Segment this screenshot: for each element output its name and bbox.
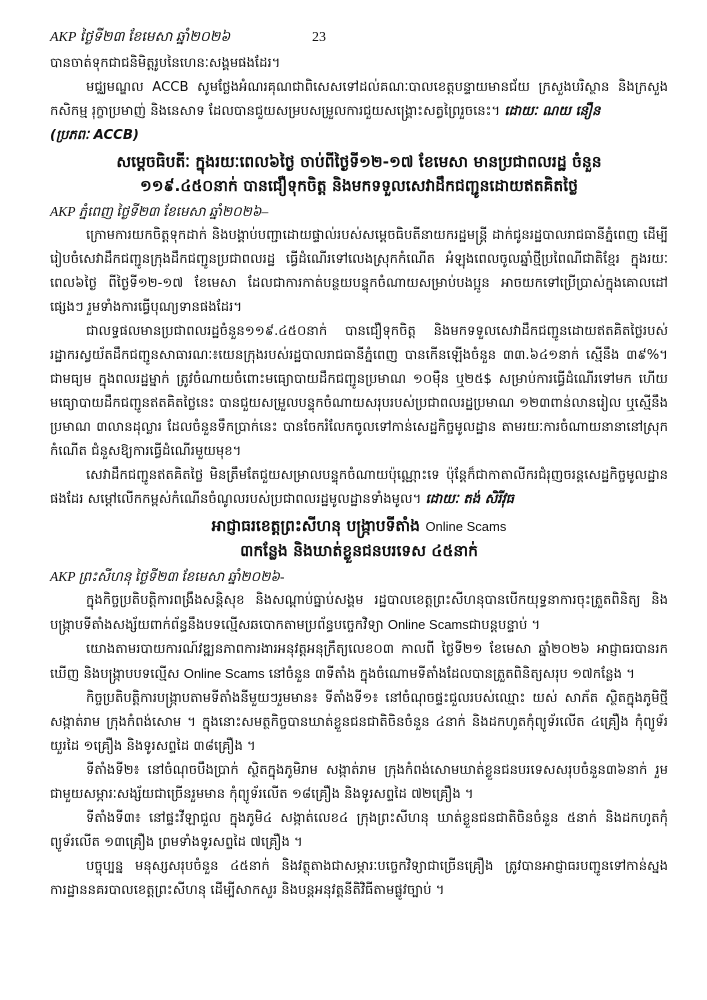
article1-paragraph: [50, 76, 668, 124]
article3-paragraph-1: [50, 589, 668, 638]
article3-headline: [50, 514, 668, 563]
article2-paragraph-2: ជាលទ្ធផលមានប្រជាពលរដ្ឋចំនួន១១៩.៤៥០នាក់ បានជឿទុកចិត្ត និងមកទទួលសេវាដឹកជញ្ជូនដោយឥតគិតថ្លៃរបស់រដ្ឋាករស្វយ័តដឹកជញ្ជូនសាធារណៈ៖យេនក្រុងរបស់រដ្ឋបាលរាជធានីភ្នំពេញ បានកើនឡើងចំនួន ៣៣.៦៤១នាក់ ស្មើនឹង ៣៩%។ ជាមធ្យម ក្នុងពលរដ្ឋម្នាក់ ត្រូវចំណាយចំពោះមធ្យោបាយដឹកជញ្ជូនប្រមាណ ១០ម៉ឺន ឬ២៥$ សម្រាប់ការធ្វើដំណើរទៅមក ហើយមធ្យោបាយដឹកជញ្ជូនឥតគិតថ្លៃនេះ បានជួយសម្រួលបន្ទុកចំណាយសរុបរបស់ប្រជាពលរដ្ឋប្រមាណ ១២៣ពាន់លានរៀល ឬស្មើនឹងប្រមាណ ៣លានដុល្លារ ដែលចំនួនទឹកប្រាក់នេះ បានចែករំលែកចូលទៅកាន់សេដ្ឋកិច្ចមូលដ្ឋាន តាមរយៈការចំណាយនានានៅស្រុកកំណើត ជំនួសឱ្យការធ្វើដំណើរមួយមុខ។: [50, 324, 668, 459]
article3-p1-text-b: ជាបន្តបន្ទាប់ ។: [468, 618, 541, 633]
article3-headline-line1-khmer: អាជ្ញាធរខេត្តព្រះសីហនុ បង្ក្រាបទីតាំង: [211, 517, 421, 535]
article2-paragraph-3: [50, 464, 668, 512]
article2-byline: ដោយៈ តង់ សិរីវុធ: [425, 492, 515, 507]
article3-p1-latin: Online Scams: [387, 617, 469, 632]
article2-headline-line1: សម្ដេចធិបតីៈ ក្នុងរយៈពេល៦ថ្ងៃ ចាប់ពីថ្ងៃទី១២-១៧ ខែមេសា មានប្រជាពលរដ្ឋ ចំនួន: [116, 153, 602, 171]
header-dateline: AKP ថ្ងៃទី២៣ ខែមេសា ឆ្នាំ២០២៦: [50, 30, 231, 45]
article2-dateline: AKP ភ្នំពេញ ថ្ងៃទី២៣ ខែមេសា ឆ្នាំ២០២៦–: [50, 204, 269, 219]
article3-paragraph-3: កិច្ចប្រតិបត្តិការបង្ក្រាបតាមទីតាំងនីមួយៗរួមមាន៖ ទីតាំងទី១៖ នៅចំណុចផ្ទះជួលរបស់ឈ្មោះ យស់ សាភ័ត ស្ថិតក្នុងភូមិថ្មី សង្កាត់រាម ក្រុងកំពង់សោម ។ ក្នុងនោះសមត្ថកិច្ចបានឃាត់ខ្លួនជនជាតិចិនចំនួន ៤នាក់ និងដកហូតកុំព្យូទ័រលើត ៤គ្រឿង កុំព្យូទ័រយួរដៃ ១គ្រឿង និងទូរសព្ទដៃ ៣៨គ្រឿង ។: [50, 691, 668, 754]
article1-paragraph-text: មជ្ឈមណ្ឌល ACCB សូមថ្លែងអំណរគុណជាពិសេសទៅដល់គណៈបាលខេត្តបន្ទាយមានជ័យ ក្រសួងបរិស្ថាន និងក្រសួងកសិកម្ម រុក្ខាប្រមាញ់ និងនេសាទ ដែលបានជួយសម្របសម្រួលការជួយសង្គ្រោះសត្វព្រៃរួចនេះ។: [50, 80, 668, 119]
article1-byline: ដោយៈ ណយ នឿន: [504, 104, 601, 119]
article3-paragraph-2: [50, 638, 668, 687]
article2-headline: [50, 150, 668, 198]
article3-p2-text-a: យោងតាមរបាយការណ៍វឌ្ឍនភាពការងារអនុវត្តអនុក្រឹត្យលេខ០៣ កាលពី ថ្ងៃទី២១ ខែមេសា ឆ្នាំ២០២៦ អាជ្ញាធរបានរកឃើញ និងបង្ក្រាបបទល្មើស: [50, 642, 668, 682]
article3-paragraph-6: បច្ចុប្បន្ន មនុស្សសរុបចំនួន ៤៥នាក់ និងវត្ថុតាងជាសម្ភារៈបច្ចេកវិទ្យាជាច្រើនគ្រឿង ត្រូវបានអាជ្ញាធរបញ្ជូនទៅកាន់ស្នងការដ្ឋាននគរបាលខេត្តព្រះសីហនុ ដើម្បីសាកសួរ និងបន្តអនុវត្តនីតិវិធីតាមផ្លូវច្បាប់ ។: [50, 859, 668, 898]
article3-headline-line2: ៣កន្លែង និងឃាត់ខ្លួនជនបរទេស ៤៥នាក់: [240, 542, 478, 560]
page-content: [50, 52, 668, 903]
article2-paragraph-3-text: សេវាដឹកជញ្ជូនឥតគិតថ្លៃ មិនត្រឹមតែជួយសម្រាលបន្ទុកចំណាយប៉ុណ្ណោះទេ ប៉ុន្តែក៏ជាកាតាលីករជំរុញចរន្តសេដ្ឋកិច្ចមូលដ្ឋានផងដែរ សម្ដៅលើកកម្ពស់កំណើនចំណូលរបស់ប្រជាពលរដ្ឋមូលដ្ឋានទាំងមូល។: [50, 468, 668, 507]
article3-headline-line1: [50, 514, 668, 539]
article1-source: (ប្រភពៈ ACCB): [50, 128, 139, 143]
article2-headline-line2: ១១៩.៤៥០នាក់ បានជឿទុកចិត្ត និងមកទទួលសេវាដឹកជញ្ជូនដោយឥតគិតថ្លៃ: [140, 177, 578, 195]
article3-headline-line1-latin: Online Scams: [425, 519, 507, 534]
article3-p2-text-b: នៅចំនួន ៣ទីតាំង ក្នុងចំណោមទីតាំងដែលបានត្រួតពិនិត្យសរុប ១៧កន្លែង ។: [268, 667, 635, 682]
article3-paragraph-5: ទីតាំងទី៣៖ នៅផ្ទះវីឡាជួល ក្នុងភូមិ៤ សង្កាត់លេខ៤ ក្រុងព្រះសីហនុ ឃាត់ខ្លួនជនជាតិចិនចំនួន ៥នាក់ និងដកហូតកុំព្យូទ័រលើត ១៣គ្រឿង ព្រមទាំងទូរសព្ទដៃ ៧គ្រឿង ។: [50, 811, 668, 850]
article1-continuation: បានចាត់ទុកជាជនិមិត្តរូបនៃហេនៈសង្គមផងដែរ។: [50, 56, 281, 71]
article2-paragraph-1: ក្រោមការយកចិត្តទុកដាក់ និងបង្គាប់បញ្ជាដោយផ្ទាល់របស់សម្ដេចធិបតីនាយករដ្ឋមន្ត្រី ដាក់ជូនរដ្ឋបាលរាជធានីភ្នំពេញ ដើម្បីរៀបចំសេវាដឹកជញ្ជូនក្រុងដឹកជញ្ជូនប្រជាពលរដ្ឋ ធ្វើដំណើរទៅលេងស្រុកកំណើត អំឡុងពេលចូលឆ្នាំថ្មីប្រពៃណីជាតិខ្មែរ ក្នុងរយៈពេល៦ថ្ងៃ ពីថ្ងៃទី១២-១៧ ខែមេសា ដែលជាការកាត់បន្ថយបន្ទុកចំណាយសម្រាប់បងប្អូន អាចយកទៅប្រើប្រាស់ក្នុងគោលដៅផ្សេងៗ រួមទាំងការធ្វើបុណ្យទានផងដែរ។: [50, 228, 668, 315]
page-number: 23: [312, 30, 326, 45]
article3-dateline: AKP ព្រះសីហនុ ថ្ងៃទី២៣ ខែមេសា ឆ្នាំ២០២៦-: [50, 569, 285, 584]
article3-paragraph-4: ទីតាំងទី២៖ នៅចំណុចបឹងប្រាក់ ស្ថិតក្នុងភូមិរាម សង្កាត់រាម ក្រុងកំពង់សោមឃាត់ខ្លួនជនបរទេសសរុបចំនួន៣៦នាក់ រួមជាមួយសម្ភារៈសង្ស័យជាច្រើនរួមមាន កុំព្យូទ័រលើត ១៨គ្រឿង និងទូរសព្ទដៃ ៧២គ្រឿង ។: [50, 763, 668, 802]
page-header: [50, 26, 667, 50]
article3-p2-latin: Online Scams: [183, 666, 265, 681]
article3-p1-text-a: ក្នុងកិច្ចប្រតិបត្តិការពង្រឹងសន្តិសុខ និងសណ្ដាប់ធ្នាប់សង្គម រដ្ឋបាលខេត្តព្រះសីហនុបានបើកយុទ្ធនាការចុះត្រួតពិនិត្យ និងបង្ក្រាបទីតាំងសង្ស័យពាក់ព័ន្ធនឹងបទល្មើសឆបោកតាមប្រព័ន្ធបច្ចេកវិទ្យា: [50, 593, 668, 633]
